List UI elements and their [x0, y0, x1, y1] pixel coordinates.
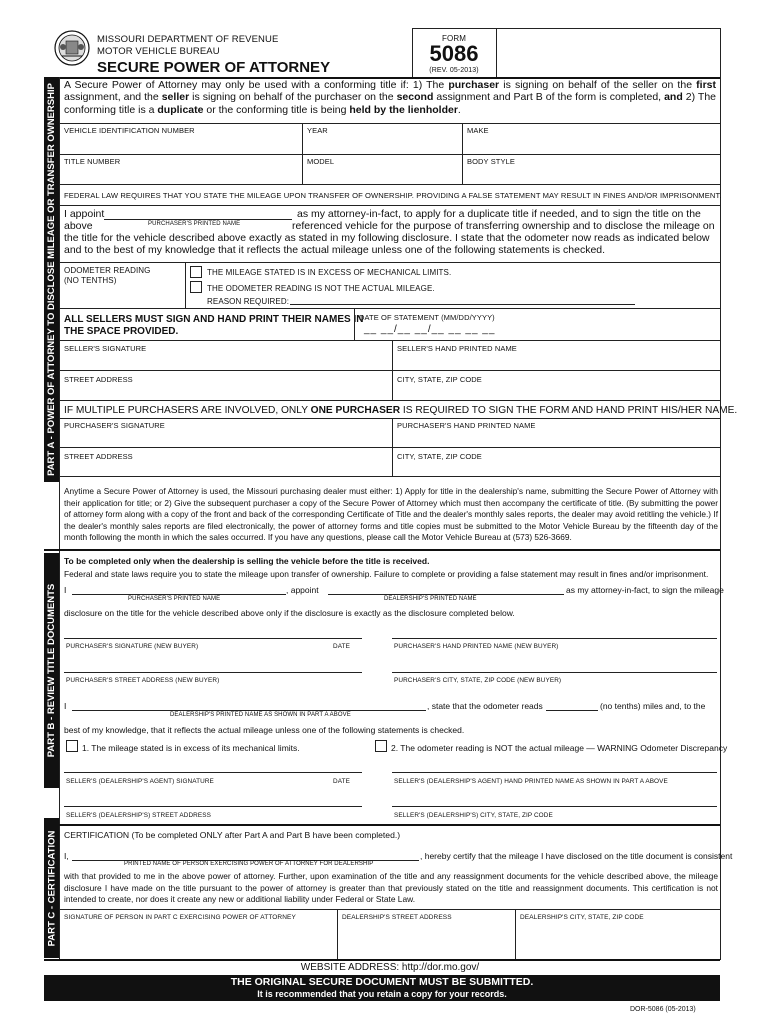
state-seal: [54, 30, 90, 66]
seller-agent-signature-line[interactable]: [64, 772, 362, 773]
purchaser-new-signature-label: PURCHASER'S SIGNATURE (NEW BUYER): [66, 643, 199, 650]
rule: [59, 909, 720, 910]
rule: [59, 205, 720, 206]
rule: [59, 418, 720, 419]
seller-agent-signature-label: SELLER'S (DEALERSHIP'S AGENT) SIGNATURE: [66, 778, 214, 785]
header-rule: [412, 28, 720, 29]
odometer-no-tenths: (NO TENTHS): [64, 276, 117, 285]
header-divider: [496, 28, 497, 78]
body-style-field[interactable]: BODY STYLE: [467, 157, 515, 166]
rule: [462, 123, 463, 184]
purchaser-new-printed-line[interactable]: [392, 638, 717, 639]
rule: [59, 184, 720, 185]
purchaser-new-city-line[interactable]: [392, 672, 717, 673]
appoint-label: I appoint: [64, 208, 105, 220]
rule: [354, 308, 355, 340]
rule: [59, 340, 720, 341]
part-b-purchaser-name-line[interactable]: [72, 594, 286, 595]
seller-dealership-city-label: SELLER'S (DEALERSHIP'S) CITY, STATE, ZIP CODE: [394, 812, 553, 819]
rule: [59, 154, 720, 155]
certification-heading: CERTIFICATION (To be completed ONLY after Part A and Part B have been completed.): [64, 830, 401, 840]
part-c-name-label: PRINTED NAME OF PERSON EXERCISING POWER OF ATTORNEY FOR DEALERSHIP: [124, 861, 374, 867]
not-actual-mileage-label: THE ODOMETER READING IS NOT THE ACTUAL MILEAGE.: [207, 284, 435, 293]
seller-dealership-city-line[interactable]: [392, 806, 717, 807]
part-c-hereby: , hereby certify that the mileage I have disclosed on the title document is consistent: [420, 851, 733, 861]
banner-line-2: It is recommended that you retain a copy for your records.: [257, 989, 507, 999]
bureau-name: MOTOR VEHICLE BUREAU: [97, 46, 220, 57]
part-b-discrepancy-label: 2. The odometer reading is NOT the actual mileage — WARNING Odometer Discrepancy: [391, 743, 728, 753]
purchaser-new-city-label: PURCHASER'S CITY, STATE, ZIP CODE (NEW BUYER): [394, 677, 562, 684]
rule: [337, 909, 338, 959]
part-a-tab: PART A - POWER OF ATTORNEY TO DISCLOSE MILEAGE OR TRANSFER OWNERSHIP: [44, 77, 59, 482]
purchaser-printed-name-label: PURCHASER'S PRINTED NAME: [148, 221, 241, 227]
purchaser-new-signature-line[interactable]: [64, 638, 362, 639]
part-b-appoint: , appoint: [286, 585, 319, 595]
seller-agent-printed-label: SELLER'S (DEALERSHIP'S AGENT) HAND PRINTED NAME AS SHOWN IN PART A ABOVE: [394, 778, 668, 785]
seller-printed-name-field[interactable]: SELLER'S HAND PRINTED NAME: [397, 344, 517, 353]
seller-dealership-street-line[interactable]: [64, 806, 362, 807]
bottom-rule: [44, 959, 720, 961]
part-b-disclosure: disclosure on the title for the vehicle described above only if the disclosure is exactly as the disclosure completed below.: [64, 608, 515, 618]
form-revision: (REV. 05-2013): [429, 67, 479, 74]
dealer-notice: Anytime a Secure Power of Attorney is used, the Missouri purchasing dealer must either: 1) Apply for title in the dealership's name, submitting the Secure Power of Attorney with their application for title; or 2) Give the subsequent purchaser a copy of the Secure Power of Attorney which must then accompany the certificate of title. (By submitting the power of attorney form along with a copy of the front and back of the corresponding Certificate of Title and the dealer's monthly sales reports, the dealer may avoid retitling the vehicle.) If the dealer's monthly sales reports are filed electronically, the power of attorney forms and title copies must be submitted to the Motor Vehicle Bureau by the fifteenth day of the month following the month in which the sales occurred. If you have any questions, please call the Motor Vehicle Bureau at (573) 526-3669.: [64, 486, 718, 543]
reason-line[interactable]: [290, 304, 635, 305]
certification-body: with that provided to me in the above power of attorney. Further, upon examination of the title and any reassignment documents for the vehicle described above, the mileage disclosure I have made on the title pursuant to the power of attorney is greater than that previously stated on the title and reassignment documents. This certification is not intended to create, nor does it create any new or additional liability under Federal or State Law.: [64, 871, 718, 904]
purchaser-new-date-label: DATE: [333, 643, 350, 650]
rule: [44, 824, 720, 826]
make-field[interactable]: MAKE: [467, 126, 489, 135]
website-address: WEBSITE ADDRESS: http://dor.mo.gov/: [300, 962, 480, 973]
part-b-purchaser-name-label: PURCHASER'S PRINTED NAME: [128, 596, 221, 602]
seller-signature-field[interactable]: SELLER'S SIGNATURE: [64, 344, 147, 353]
reason-label: REASON REQUIRED:: [207, 297, 290, 306]
appoint-text: as my attorney-in-fact, to apply for a duplicate title if needed, and to sign the title on the: [297, 208, 701, 220]
sellers-heading: ALL SELLERS MUST SIGN AND HAND PRINT THEIR NAMES IN THE SPACE PROVIDED.: [64, 314, 364, 337]
header-divider: [720, 28, 721, 78]
rule: [59, 400, 720, 401]
form-title: SECURE POWER OF ATTORNEY: [97, 59, 331, 76]
referenced-text: referenced vehicle for the purpose of transferring ownership and to disclose the mileage on: [292, 220, 715, 232]
part-b-tab: PART B - REVIEW TITLE DOCUMENTS: [44, 553, 59, 788]
seller-city-field[interactable]: CITY, STATE, ZIP CODE: [397, 375, 482, 384]
rule: [59, 370, 720, 371]
not-actual-mileage-checkbox[interactable]: [190, 281, 202, 293]
rule: [59, 476, 720, 477]
title-number-field[interactable]: TITLE NUMBER: [64, 157, 121, 166]
best-knowledge-text: best of my knowledge, that it reflects the actual mileage unless one of the following statements is checked.: [64, 725, 465, 735]
seller-agent-date-label: DATE: [333, 778, 350, 785]
part-b-mechanical-checkbox[interactable]: [66, 740, 78, 752]
rule: [59, 308, 720, 309]
above-text: above: [64, 220, 93, 232]
purchasers-heading: IF MULTIPLE PURCHASERS ARE INVOLVED, ONLY ONE PURCHASER IS REQUIRED TO SIGN THE FORM AND HAND PRINT HIS/HER NAME.: [64, 405, 738, 416]
mechanical-limits-label: THE MILEAGE STATED IS IN EXCESS OF MECHANICAL LIMITS.: [207, 268, 452, 277]
rule: [515, 909, 516, 959]
date-of-statement-label: DATE OF STATEMENT (MM/DD/YYYY): [359, 313, 495, 322]
seller-street-field[interactable]: STREET ADDRESS: [64, 375, 133, 384]
department-name: MISSOURI DEPARTMENT OF REVENUE: [97, 34, 279, 45]
no-tenths-text: (no tenths) miles and, to the: [600, 701, 706, 711]
part-b-federal: Federal and state laws require you to state the mileage upon transfer of ownership. Failure to complete or providing a false statement may result in fines and/or imprisonment.: [64, 569, 709, 579]
purchaser-printed-name-field[interactable]: PURCHASER'S HAND PRINTED NAME: [397, 421, 536, 430]
rule: [59, 262, 720, 263]
part-b-discrepancy-checkbox[interactable]: [375, 740, 387, 752]
part-b-i: I: [64, 585, 67, 595]
purchaser-new-street-line[interactable]: [64, 672, 362, 673]
rule: [185, 262, 186, 308]
odometer-label: ODOMETER READING: [64, 266, 151, 275]
part-c-city-field[interactable]: DEALERSHIP'S CITY, STATE, ZIP CODE: [520, 914, 644, 921]
part-b-dealership-name-line[interactable]: [328, 594, 564, 595]
odometer-reads-line[interactable]: [546, 710, 598, 711]
form-number: 5086: [429, 41, 479, 66]
form-label: FORM: [442, 34, 466, 43]
year-field[interactable]: YEAR: [307, 126, 328, 135]
purchaser-new-street-label: PURCHASER'S STREET ADDRESS (NEW BUYER): [66, 677, 220, 684]
banner-line-1: THE ORIGINAL SECURE DOCUMENT MUST BE SUBMITTED.: [230, 976, 534, 988]
vin-field[interactable]: VEHICLE IDENTIFICATION NUMBER: [64, 126, 195, 135]
right-border: [720, 77, 721, 960]
seller-dealership-street-label: SELLER'S (DEALERSHIP'S) STREET ADDRESS: [66, 812, 211, 819]
attorney-name-line[interactable]: [104, 219, 292, 220]
part-b-i-2: I: [64, 701, 67, 711]
model-field[interactable]: MODEL: [307, 157, 335, 166]
submission-banner: [44, 975, 720, 1001]
part-c-i: I,: [64, 851, 69, 861]
purchaser-city-field[interactable]: CITY, STATE, ZIP CODE: [397, 452, 482, 461]
part-c-signature-field[interactable]: SIGNATURE OF PERSON IN PART C EXERCISING POWER OF ATTORNEY: [64, 914, 296, 921]
federal-notice: FEDERAL LAW REQUIRES THAT YOU STATE THE MILEAGE UPON TRANSFER OF OWNERSHIP. PROVIDING A FALSE STATEMENT MAY RESULT IN FINES AND/OR IMPRISONMENT.: [64, 191, 722, 200]
rule: [302, 123, 303, 184]
purchaser-new-printed-label: PURCHASER'S HAND PRINTED NAME (NEW BUYER): [394, 643, 559, 650]
part-b-as-my: as my attorney-in-fact, to sign the mileage: [566, 585, 724, 595]
state-that-text: , state that the odometer reads: [427, 701, 543, 711]
mechanical-limits-checkbox[interactable]: [190, 266, 202, 278]
date-of-statement-field[interactable]: __ __/__ __/__ __ __ __: [364, 324, 496, 335]
dealership-name-label: DEALERSHIP'S PRINTED NAME AS SHOWN IN PART A ABOVE: [170, 712, 351, 718]
rule: [59, 447, 720, 448]
dealership-name-line[interactable]: [72, 710, 426, 711]
part-b-heading: To be completed only when the dealership is selling the vehicle before the title is received.: [64, 556, 430, 566]
part-b-mechanical-label: 1. The mileage stated is in excess of its mechanical limits.: [82, 743, 300, 753]
rule: [44, 549, 720, 551]
form-id: DOR-5086 (05-2013): [630, 1006, 696, 1013]
purchaser-street-field[interactable]: STREET ADDRESS: [64, 452, 133, 461]
part-c-tab: PART C - CERTIFICATION: [44, 818, 59, 958]
left-border: [59, 77, 60, 960]
part-b-dealership-name-label: DEALERSHIP'S PRINTED NAME: [384, 596, 477, 602]
intro-text: A Secure Power of Attorney may only be used with a conforming title if: 1) The purchaser is signing on behalf of the seller on the first assignment, and the seller is signing on behalf of the purchaser on the second assignment and Part B of the form is completed, and 2) The conforming title is a duplicate or the conforming title is being held by the lienholder.: [64, 79, 716, 116]
disclosure-text: the title for the vehicle described above exactly as stated in my following disclosure. I state that the odometer now reads as indicated below and to the best of my knowledge that it reflects the actual mileage unless one of the following statements is checked.: [64, 232, 710, 257]
purchaser-signature-field[interactable]: PURCHASER'S SIGNATURE: [64, 421, 165, 430]
seller-agent-printed-line[interactable]: [392, 772, 717, 773]
rule: [59, 123, 720, 124]
part-c-street-field[interactable]: DEALERSHIP'S STREET ADDRESS: [342, 914, 452, 921]
